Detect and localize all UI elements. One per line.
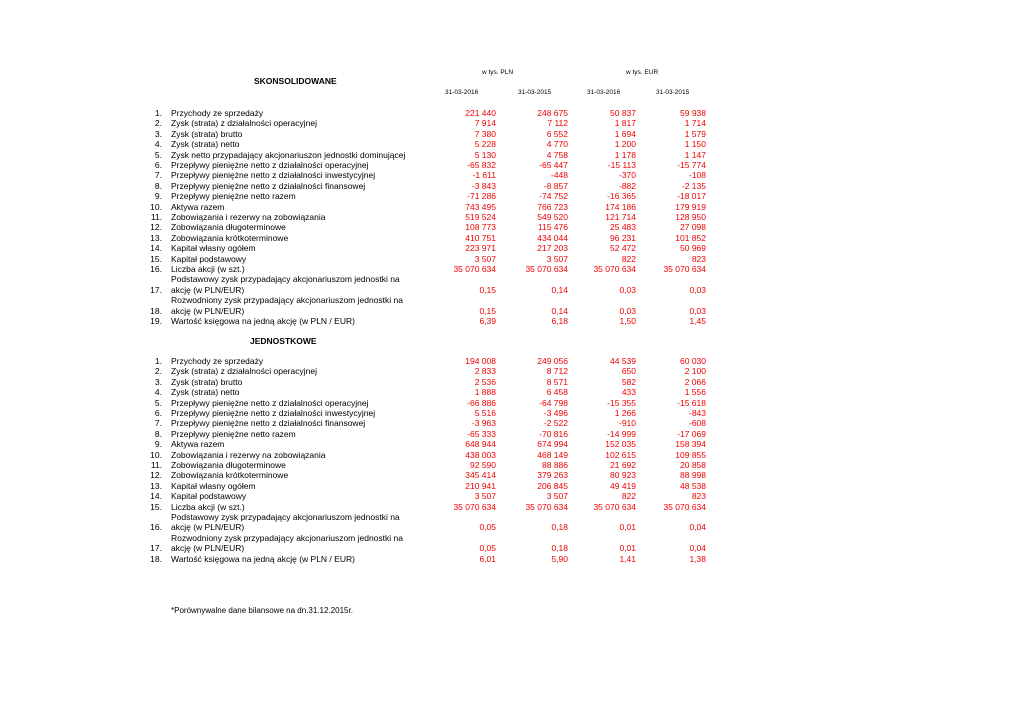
row-value: 379 263: [537, 470, 568, 481]
row-value: 174 186: [605, 201, 636, 212]
row-value: 128 950: [675, 212, 706, 222]
row-number: 5.: [154, 149, 162, 160]
row-value: 1 714: [684, 118, 706, 129]
row-number: 13.: [150, 232, 162, 243]
row-value: 1 178: [614, 149, 636, 160]
row-number: 12.: [150, 222, 162, 233]
row-label: Zobowiązania krótkoterminowe: [171, 232, 289, 243]
row-value: 27 098: [680, 222, 706, 233]
row-value: 6,01: [479, 553, 496, 564]
table-row: [0, 502, 1024, 513]
date-header-0: 31-03-2016: [445, 89, 479, 96]
row-label: Rozwodniony zysk przypadający akcjonariuszom jednostki na: [171, 295, 403, 306]
row-label: Zysk (strata) netto: [171, 139, 240, 150]
row-value: 822: [621, 253, 636, 264]
row-number: 10.: [150, 201, 162, 212]
row-value: 0,05: [479, 543, 496, 554]
row-value: -910: [618, 418, 636, 429]
row-label: Wartość księgowa na jedną akcję (w PLN / EUR): [171, 553, 355, 564]
row-value: 8 712: [546, 366, 568, 377]
row-number: 7.: [154, 418, 162, 429]
table-row: [0, 491, 1024, 502]
row-value: -65 447: [539, 160, 568, 170]
row-label: Zysk (strata) brutto: [171, 376, 243, 387]
row-value: 1 817: [614, 118, 636, 129]
row-label: Zobowiązania krótkoterminowe: [171, 470, 289, 481]
row-value: 194 008: [465, 356, 496, 366]
row-value: 7 380: [474, 128, 496, 139]
row-value: 0,01: [619, 522, 636, 533]
row-number: 11.: [150, 460, 162, 470]
row-value: 49 419: [610, 480, 636, 491]
row-value: 217 203: [537, 243, 568, 254]
row-value: 221 440: [465, 108, 496, 118]
row-value: 80 923: [610, 470, 636, 481]
table-row: [0, 450, 1024, 461]
table-row: [0, 233, 1024, 244]
table-row: [0, 222, 1024, 233]
row-value: -64 798: [539, 397, 568, 408]
row-label: akcję (w PLN/EUR): [171, 522, 245, 533]
table-row: [0, 398, 1024, 409]
table-row: [0, 387, 1024, 398]
row-value: -608: [688, 418, 706, 429]
row-value: 44 539: [610, 356, 636, 366]
table-row: [0, 160, 1024, 171]
row-number: 2.: [154, 366, 162, 377]
row-number: 19.: [150, 316, 162, 326]
table-row: [0, 408, 1024, 419]
date-header-3: 31-03-2015: [656, 89, 690, 96]
row-value: 50 837: [610, 108, 636, 118]
row-value: 1,45: [689, 316, 706, 326]
row-value: 210 941: [465, 480, 496, 491]
row-number: 9.: [154, 191, 162, 202]
row-number: 10.: [150, 449, 162, 460]
row-label: Zysk (strata) brutto: [171, 128, 243, 139]
row-value: 2 536: [474, 376, 496, 387]
row-label: Przepływy pieniężne netto razem: [171, 428, 296, 439]
unit-pln-label: w tys. PLN: [482, 69, 514, 76]
row-value: 0,18: [551, 522, 568, 533]
row-value: -882: [618, 180, 636, 191]
table-row: [0, 295, 1024, 306]
row-value: 0,18: [551, 543, 568, 554]
row-value: 0,14: [551, 284, 568, 295]
row-label: Przepływy pieniężne netto z działalności finansowej: [171, 180, 366, 191]
row-number: 17.: [150, 543, 162, 554]
row-label: Podstawowy zysk przypadający akcjonariuszom jednostki na: [171, 512, 400, 522]
row-label: Liczba akcji (w szt.): [171, 501, 245, 512]
row-value: 35 070 634: [453, 501, 496, 512]
row-value: -65 832: [467, 160, 496, 170]
row-value: -15 618: [677, 397, 706, 408]
table-row: [0, 285, 1024, 296]
table-row: [0, 460, 1024, 471]
row-number: 8.: [154, 180, 162, 191]
table-row: [0, 543, 1024, 554]
row-value: -1 611: [472, 170, 496, 181]
row-value: 6,39: [479, 316, 496, 326]
row-number: 14.: [150, 243, 162, 254]
row-label: Przepływy pieniężne netto z działalności inwestycyjnej: [171, 170, 376, 181]
row-value: -16 365: [607, 191, 636, 202]
row-number: 17.: [150, 284, 162, 295]
row-value: -15 774: [677, 160, 706, 170]
row-value: 582: [621, 376, 636, 387]
row-value: 650: [621, 366, 636, 377]
table-row: [0, 181, 1024, 192]
row-number: 15.: [150, 501, 162, 512]
row-value: 59 938: [680, 108, 706, 118]
row-value: 88 886: [542, 460, 568, 470]
row-label: Kapitał własny ogółem: [171, 243, 256, 254]
row-value: 433: [621, 387, 636, 398]
row-value: 108 773: [465, 222, 496, 233]
row-value: 1 694: [614, 128, 636, 139]
row-number: 1.: [154, 356, 162, 366]
row-label: Kapitał podstawowy: [171, 491, 247, 502]
row-label: akcję (w PLN/EUR): [171, 543, 245, 554]
row-value: 822: [621, 491, 636, 502]
row-value: 35 070 634: [525, 264, 568, 274]
table-row: [0, 377, 1024, 388]
row-label: akcję (w PLN/EUR): [171, 284, 245, 295]
row-value: -17 069: [677, 428, 706, 439]
row-number: 1.: [154, 108, 162, 118]
table-row: [0, 470, 1024, 481]
row-number: 15.: [150, 253, 162, 264]
row-number: 6.: [154, 408, 162, 418]
row-number: 7.: [154, 170, 162, 181]
row-value: 1,50: [619, 316, 636, 326]
row-value: -843: [688, 408, 706, 418]
row-value: 1 579: [684, 128, 706, 139]
row-value: 3 507: [546, 253, 568, 264]
row-label: Zobowiązania długoterminowe: [171, 460, 286, 470]
row-value: -8 857: [543, 180, 568, 191]
row-value: 25 483: [610, 222, 636, 233]
row-label: Kapitał własny ogółem: [171, 480, 256, 491]
row-label: Przepływy pieniężne netto razem: [171, 191, 296, 202]
table-row: [0, 481, 1024, 492]
row-number: 9.: [154, 439, 162, 450]
row-label: Przychody ze sprzedaży: [171, 108, 264, 118]
row-value: 109 855: [675, 449, 706, 460]
row-value: -18 017: [677, 191, 706, 202]
row-value: 35 070 634: [593, 501, 636, 512]
row-value: 519 524: [465, 212, 496, 222]
row-number: 8.: [154, 428, 162, 439]
row-value: 5 516: [474, 408, 496, 418]
row-label: Przepływy pieniężne netto z działalności operacyjnej: [171, 397, 369, 408]
row-value: 1 150: [684, 139, 706, 150]
table-row: [0, 264, 1024, 275]
row-value: -65 333: [467, 428, 496, 439]
table-row: [0, 306, 1024, 317]
row-value: 1 266: [614, 408, 636, 418]
row-label: Zobowiązania i rezerwy na zobowiązania: [171, 449, 326, 460]
table-row: [0, 356, 1024, 367]
row-value: 248 675: [537, 108, 568, 118]
table-row: [0, 366, 1024, 377]
row-value: -3 963: [471, 418, 496, 429]
row-label: Zysk (strata) netto: [171, 387, 240, 398]
row-value: 7 112: [547, 118, 568, 129]
row-value: -15 113: [607, 160, 636, 170]
row-value: -14 999: [607, 428, 636, 439]
row-value: 152 035: [605, 439, 636, 450]
footnote: *Porównywalne dane bilansowe na dn.31.12.2015r.: [171, 606, 353, 615]
date-header-1: 31-03-2015: [518, 89, 552, 96]
date-header-2: 31-03-2016: [587, 89, 621, 96]
row-value: 102 615: [605, 449, 636, 460]
row-value: -448: [550, 170, 568, 181]
row-value: 88 998: [680, 470, 706, 481]
row-label: Zobowiązania i rezerwy na zobowiązania: [171, 212, 326, 222]
row-value: 115 476: [537, 222, 568, 233]
row-value: 674 994: [537, 439, 568, 450]
table-row: [0, 316, 1024, 327]
section-title-skonsolidowane: SKONSOLIDOWANE: [254, 76, 337, 86]
row-value: 21 692: [610, 460, 636, 470]
row-label: Aktywa razem: [171, 201, 225, 212]
row-value: 96 231: [610, 232, 636, 243]
section-title-jednostkowe: JEDNOSTKOWE: [250, 336, 317, 346]
row-value: 7 914: [474, 118, 496, 129]
row-value: 35 070 634: [525, 501, 568, 512]
row-value: 5 130: [474, 149, 496, 160]
table-row: [0, 129, 1024, 140]
row-value: 2 833: [474, 366, 496, 377]
row-value: 35 070 634: [663, 264, 706, 274]
row-value: 0,03: [689, 284, 706, 295]
row-value: 549 520: [537, 212, 568, 222]
row-value: 410 751: [465, 232, 496, 243]
row-value: -2 522: [543, 418, 568, 429]
row-value: 5 228: [474, 139, 496, 150]
row-label: Liczba akcji (w szt.): [171, 264, 245, 274]
table-row: [0, 512, 1024, 523]
row-value: 3 507: [546, 491, 568, 502]
row-value: 0,15: [479, 305, 496, 316]
row-value: 468 149: [537, 449, 568, 460]
row-number: 14.: [150, 491, 162, 502]
row-number: 6.: [154, 160, 162, 170]
row-label: Kapitał podstawowy: [171, 253, 247, 264]
row-value: 35 070 634: [663, 501, 706, 512]
row-number: 11.: [150, 212, 162, 222]
row-value: 92 590: [470, 460, 496, 470]
row-number: 12.: [150, 470, 162, 481]
table-row: [0, 108, 1024, 119]
row-value: 0,01: [619, 543, 636, 554]
row-value: 4 758: [546, 149, 568, 160]
table-row: [0, 118, 1024, 129]
row-value: 0,14: [551, 305, 568, 316]
table-row: [0, 554, 1024, 565]
row-value: -3 496: [543, 408, 568, 418]
row-value: 2 066: [684, 376, 706, 387]
row-value: 35 070 634: [453, 264, 496, 274]
row-value: 6 458: [546, 387, 568, 398]
row-value: 101 852: [675, 232, 706, 243]
table-row: [0, 191, 1024, 202]
row-value: -74 752: [539, 191, 568, 202]
table-row: [0, 274, 1024, 285]
row-value: 823: [691, 491, 706, 502]
table-row: [0, 522, 1024, 533]
row-value: 0,03: [619, 284, 636, 295]
row-value: 20 858: [680, 460, 706, 470]
row-value: 823: [691, 253, 706, 264]
row-number: 13.: [150, 480, 162, 491]
row-label: Przepływy pieniężne netto z działalności operacyjnej: [171, 160, 369, 170]
row-value: 48 538: [680, 480, 706, 491]
row-value: 2 100: [684, 366, 706, 377]
row-label: Zysk (strata) z działalności operacyjnej: [171, 118, 317, 129]
row-label: Zysk netto przypadający akcjonariuszon jednostki dominującej: [171, 149, 406, 160]
row-value: 438 003: [465, 449, 496, 460]
row-value: 60 030: [680, 356, 706, 366]
row-label: Przychody ze sprzedaży: [171, 356, 264, 366]
row-label: Aktywa razem: [171, 439, 225, 450]
row-value: 766 723: [537, 201, 568, 212]
row-value: 121 714: [605, 212, 636, 222]
table-row: [0, 429, 1024, 440]
row-value: 3 507: [474, 491, 496, 502]
row-value: 0,03: [619, 305, 636, 316]
row-label: Przepływy pieniężne netto z działalności finansowej: [171, 418, 366, 429]
row-value: -15 355: [607, 397, 636, 408]
row-value: 35 070 634: [593, 264, 636, 274]
row-number: 16.: [150, 522, 162, 533]
row-value: 249 056: [537, 356, 568, 366]
row-value: 206 845: [537, 480, 568, 491]
row-value: 0,05: [479, 522, 496, 533]
row-value: 1,41: [619, 553, 636, 564]
row-value: -71 286: [467, 191, 496, 202]
row-value: 0,03: [689, 305, 706, 316]
row-value: 3 507: [474, 253, 496, 264]
row-value: 648 944: [465, 439, 496, 450]
row-value: 5,90: [551, 553, 568, 564]
row-label: Wartość księgowa na jedną akcję (w PLN / EUR): [171, 316, 355, 326]
row-label: Rozwodniony zysk przypadający akcjonariuszom jednostki na: [171, 532, 403, 543]
row-label: Zobowiązania długoterminowe: [171, 222, 286, 233]
row-value: 223 971: [465, 243, 496, 254]
row-label: Podstawowy zysk przypadający akcjonariuszom jednostki na: [171, 274, 400, 285]
row-number: 18.: [150, 553, 162, 564]
row-value: 1 888: [474, 387, 496, 398]
table-row: [0, 439, 1024, 450]
row-value: 1 200: [614, 139, 636, 150]
row-number: 2.: [154, 118, 162, 129]
row-value: -108: [688, 170, 706, 181]
row-value: 1 556: [684, 387, 706, 398]
row-value: 1,38: [689, 553, 706, 564]
table-row: [0, 150, 1024, 161]
row-label: Przepływy pieniężne netto z działalności inwestycyjnej: [171, 408, 376, 418]
row-value: 179 919: [675, 201, 706, 212]
row-label: akcję (w PLN/EUR): [171, 305, 245, 316]
row-value: 6 552: [546, 128, 568, 139]
row-value: -70 816: [539, 428, 568, 439]
row-number: 18.: [150, 305, 162, 316]
row-number: 5.: [154, 397, 162, 408]
table-row: [0, 139, 1024, 150]
unit-eur-label: w tys. EUR: [626, 69, 659, 76]
row-value: 0,04: [689, 522, 706, 533]
row-value: 345 414: [465, 470, 496, 481]
row-value: -2 135: [681, 180, 706, 191]
row-label: Zysk (strata) z działalności operacyjnej: [171, 366, 317, 377]
table-row: [0, 533, 1024, 544]
row-value: -3 843: [471, 180, 496, 191]
row-value: 743 495: [465, 201, 496, 212]
row-number: 3.: [154, 128, 162, 139]
row-value: -66 886: [467, 397, 496, 408]
row-value: 0,15: [479, 284, 496, 295]
table-row: [0, 243, 1024, 254]
table-row: [0, 212, 1024, 223]
table-row: [0, 202, 1024, 213]
row-value: 0,04: [689, 543, 706, 554]
row-value: 4 770: [546, 139, 568, 150]
table-row: [0, 418, 1024, 429]
row-value: 50 969: [680, 243, 706, 254]
row-value: 434 044: [537, 232, 568, 243]
row-number: 4.: [154, 387, 162, 398]
row-value: 6,18: [551, 316, 568, 326]
row-number: 3.: [154, 376, 162, 387]
row-value: 52 472: [610, 243, 636, 254]
table-row: [0, 170, 1024, 181]
row-value: 8 571: [546, 376, 568, 387]
row-value: 158 394: [675, 439, 706, 450]
row-number: 16.: [150, 264, 162, 274]
table-row: [0, 254, 1024, 265]
row-value: 1 147: [684, 149, 706, 160]
row-value: -370: [618, 170, 636, 181]
row-number: 4.: [154, 139, 162, 150]
